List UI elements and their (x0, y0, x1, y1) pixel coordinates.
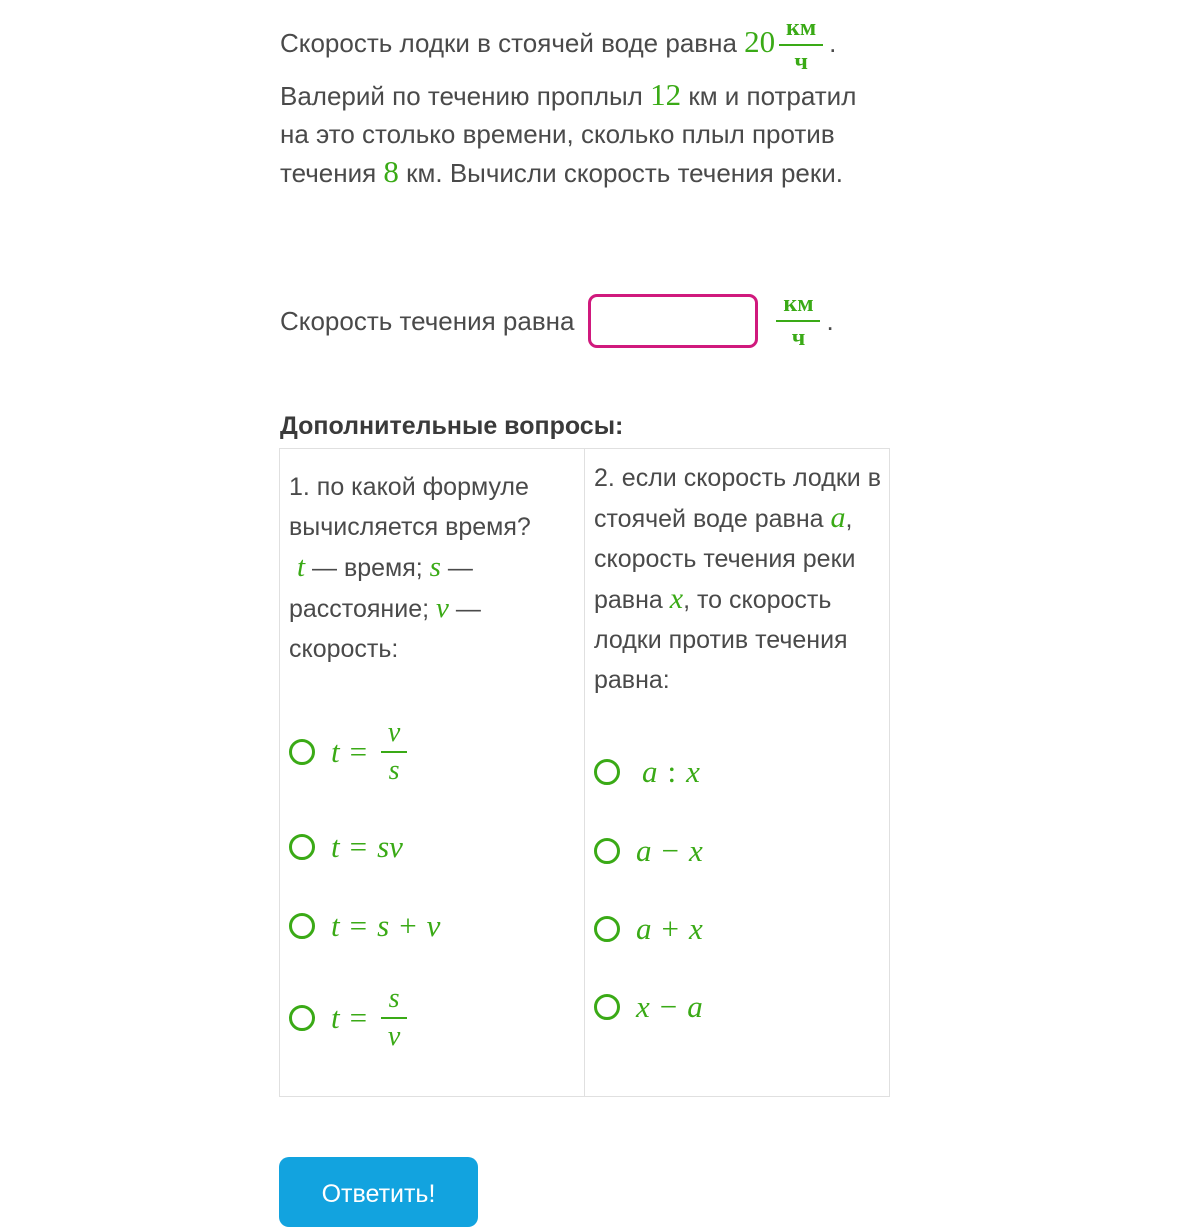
question-2-column (584, 449, 889, 1096)
formula-lhs: t (331, 1000, 340, 1035)
unit-kmh-fraction (779, 14, 823, 76)
problem-text-4: км. Вычисли скорость течения реки. (398, 158, 844, 188)
answer-unit-km: км (783, 291, 814, 317)
var-t: t (297, 551, 306, 583)
q1-option-3-formula (331, 908, 440, 944)
formula-operator: − (661, 833, 679, 868)
unit-km: км (786, 15, 817, 41)
formula-term-b: x (688, 911, 703, 946)
q1-option-1[interactable] (289, 717, 407, 787)
question-2-text-3: , то скорость лодки против течения равна: (594, 586, 848, 694)
radio-button[interactable] (289, 1005, 315, 1031)
submit-button[interactable]: Ответить! (279, 1157, 478, 1227)
q1-option-2-formula (331, 829, 403, 865)
question-2-text-1: 2. если скорость лодки в стоячей воде равна (594, 464, 881, 533)
q2-option-3[interactable] (594, 911, 703, 947)
answer-unit-h: ч (791, 325, 806, 351)
formula-term-b: v (426, 908, 441, 943)
q2-option-2-formula (636, 833, 703, 869)
extra-questions-table (279, 448, 890, 1097)
problem-text-3: км и потратил на это столько времени, сколько плыл против течения (280, 81, 857, 188)
q2-option-4-formula (636, 989, 703, 1025)
radio-button[interactable] (594, 759, 620, 785)
answer-label: Скорость течения равна (280, 305, 575, 336)
q1-option-2[interactable] (289, 829, 403, 865)
question-1-text-2: — время; (305, 554, 430, 582)
formula-term-a: a (636, 833, 652, 868)
unit-h: ч (794, 49, 808, 75)
formula-lhs: t (331, 908, 340, 943)
answer-row (280, 290, 834, 352)
formula-equals: = (349, 1000, 368, 1035)
radio-button[interactable] (594, 838, 620, 864)
question-1-column (280, 449, 584, 1096)
fraction-bar (381, 751, 407, 753)
formula-lhs: t (331, 734, 340, 769)
upstream-distance-value: 8 (383, 154, 399, 189)
answer-unit-fraction (776, 290, 820, 352)
formula-equals: = (349, 829, 368, 864)
radio-button[interactable] (289, 834, 315, 860)
radio-button[interactable] (594, 916, 620, 942)
downstream-distance-value: 12 (650, 77, 682, 112)
formula-lhs: t (331, 829, 340, 864)
formula-term-a: a (636, 911, 652, 946)
formula-rhs: sv (377, 829, 403, 864)
formula-term-a: s (377, 908, 390, 943)
fraction-numerator: s (388, 983, 400, 1014)
fraction-bar (776, 320, 820, 322)
q1-option-3[interactable] (289, 908, 440, 944)
formula-term-b: a (687, 989, 703, 1024)
formula-operator: + (661, 911, 679, 946)
q1-option-1-formula (331, 717, 407, 787)
formula-term-a: x (636, 989, 650, 1024)
var-a: a (830, 501, 846, 534)
answer-input[interactable] (588, 294, 758, 348)
formula-fraction (381, 983, 407, 1053)
problem-text-1: Скорость лодки в стоячей воде равна (280, 27, 745, 58)
formula-equals: = (349, 908, 368, 943)
fraction-denominator: v (387, 1021, 401, 1052)
radio-button[interactable] (594, 994, 620, 1020)
formula-term-a: a (642, 754, 658, 789)
question-1-text-1: 1. по какой формуле вычисляется время? (289, 473, 531, 541)
formula-equals: = (349, 734, 368, 769)
q2-option-3-formula (636, 911, 703, 947)
formula-term-b: x (688, 833, 703, 868)
formula-operator: : (667, 754, 677, 789)
radio-button[interactable] (289, 913, 315, 939)
fraction-denominator: s (388, 755, 400, 786)
question-2-text-2: , скорость течения реки равна (594, 505, 856, 614)
answer-period: . (826, 305, 834, 336)
q1-option-4[interactable] (289, 983, 407, 1053)
var-x: x (669, 582, 684, 615)
fraction-bar (381, 1017, 407, 1019)
fraction-bar (779, 44, 823, 46)
q2-option-1[interactable] (594, 754, 700, 790)
q1-option-4-formula (331, 983, 407, 1053)
formula-operator: + (399, 908, 417, 943)
boat-speed-value: 20 (744, 23, 776, 59)
q2-option-1-formula (642, 754, 700, 790)
question-1-text-4: — скорость: (289, 595, 481, 663)
q2-option-2[interactable] (594, 833, 703, 869)
radio-button[interactable] (289, 739, 315, 765)
var-v: v (436, 592, 449, 624)
formula-term-b: x (686, 754, 700, 789)
var-s: s (429, 551, 441, 583)
question-1-text (289, 467, 576, 669)
formula-fraction (381, 717, 407, 787)
question-1-text-3: — расстояние; (289, 554, 473, 623)
problem-text-2: . Валерий по течению проплыл (280, 27, 837, 111)
question-2-text (594, 458, 881, 700)
extra-questions-title: Дополнительные вопросы: (280, 412, 624, 440)
formula-operator: − (659, 989, 678, 1024)
problem-text (280, 14, 880, 192)
q2-option-4[interactable] (594, 989, 703, 1025)
fraction-numerator: v (387, 717, 401, 748)
